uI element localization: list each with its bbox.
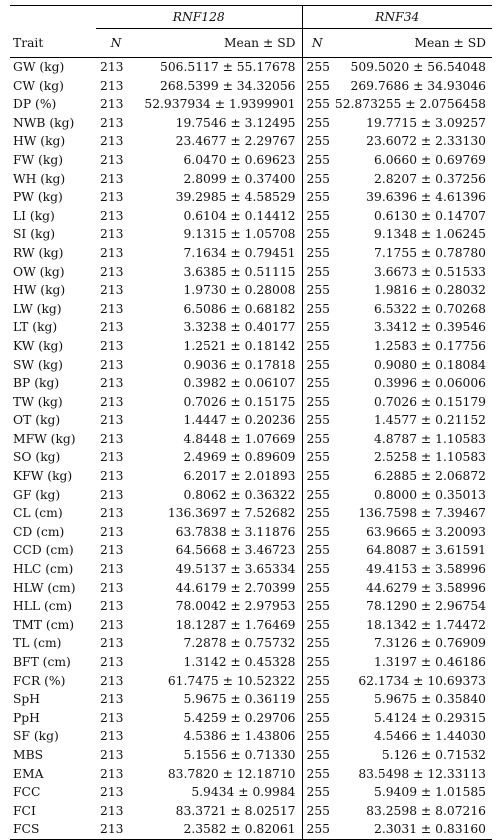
trait-statistics-table [10,6,492,840]
table-row [10,597,492,616]
mean-rnf128-cell: 6.0470 ± 0.69623 [183,152,296,167]
table-row [10,114,492,133]
column-header-row [10,29,492,58]
mean-rnf34-cell: 83.2598 ± 8.07216 [366,803,486,818]
trait-cell: HW (kg) [13,134,66,149]
table-row [10,356,492,375]
mean-rnf128-cell: 78.0042 ± 2.97953 [175,599,296,614]
table-row [10,486,492,505]
col-header-n-rnf128: N [96,29,136,58]
table-row [10,504,492,523]
n-rnf34-cell: 255 [302,802,332,821]
n-rnf34-cell: 255 [302,95,332,114]
mean-rnf128-cell: 64.5668 ± 3.46723 [175,543,296,558]
mean-rnf128-cell: 9.1315 ± 1.05708 [183,227,296,242]
mean-rnf34-cell: 5.4124 ± 0.29315 [374,710,486,725]
mean-rnf128-cell: 5.1556 ± 0.71330 [183,747,296,762]
n-rnf128-cell: 213 [100,376,124,391]
n-rnf34-cell: 255 [302,225,332,244]
mean-rnf34-cell: 4.8787 ± 1.10583 [374,431,486,446]
mean-rnf128-cell: 49.5137 ± 3.65334 [175,562,296,577]
trait-cell: SI (kg) [13,227,56,242]
mean-rnf128-cell: 6.5086 ± 0.68182 [183,301,296,316]
n-rnf128-cell: 213 [100,190,124,205]
table-row [10,709,492,728]
trait-cell: HLL (cm) [13,599,73,614]
n-rnf128-cell: 213 [100,766,124,781]
trait-cell: HLC (cm) [13,562,74,577]
mean-rnf34-cell: 9.1348 ± 1.06245 [374,227,486,242]
n-rnf128-cell: 213 [100,785,124,800]
table-row [10,318,492,337]
trait-cell: LT (kg) [13,320,58,335]
n-rnf128-cell: 213 [100,487,124,502]
mean-rnf34-cell: 5.9409 ± 1.01585 [374,785,486,800]
n-rnf34-cell: 255 [302,58,332,77]
n-rnf34-cell: 255 [302,263,332,282]
n-rnf128-cell: 213 [100,655,124,669]
mean-rnf128-cell: 1.4447 ± 0.20236 [183,413,296,428]
n-rnf128-cell: 213 [100,208,124,223]
mean-rnf34-cell: 1.4577 ± 0.21152 [374,413,486,428]
n-rnf34-cell: 255 [302,783,332,802]
trait-cell: KFW (kg) [13,469,73,484]
mean-rnf34-cell: 2.3031 ± 0.83160 [332,820,492,839]
table-row [10,560,492,579]
mean-rnf34-cell: 6.0660 ± 0.69769 [374,152,486,167]
trait-cell: CW (kg) [13,78,64,93]
n-rnf34-cell: 255 [302,114,332,133]
n-rnf128-cell: 213 [100,301,124,316]
n-rnf128-cell: 213 [100,227,124,242]
table-row [10,132,492,151]
mean-rnf34-cell: 136.7598 ± 7.39467 [358,506,486,521]
n-rnf34-cell: 255 [302,170,332,189]
n-rnf34-cell: 255 [302,523,332,542]
n-rnf128-cell: 213 [100,245,124,260]
mean-rnf128-cell: 52.937934 ± 1.9399901 [144,97,296,112]
table-row [10,653,492,672]
table-row [10,393,492,412]
mean-rnf34-cell: 83.5498 ± 12.33113 [358,766,486,781]
n-rnf34-cell: 255 [302,765,332,784]
table-body [10,58,492,840]
n-rnf34-cell: 255 [302,672,332,691]
table-row [10,467,492,486]
n-rnf128-cell: 213 [100,506,124,521]
n-rnf34-cell: 255 [302,486,332,505]
n-rnf128-cell: 213 [100,134,124,149]
n-rnf128-cell: 213 [100,78,124,93]
n-rnf128-cell: 213 [100,599,124,614]
mean-rnf128-cell: 44.6179 ± 2.70399 [175,580,296,595]
n-rnf128-cell: 213 [100,115,124,130]
n-rnf128-cell: 213 [100,692,124,707]
mean-rnf34-cell: 64.8087 ± 3.61591 [366,543,486,558]
trait-cell: HW (kg) [13,283,66,298]
table-row [10,281,492,300]
mean-rnf128-cell: 7.1634 ± 0.79451 [183,245,296,260]
table-row [10,207,492,226]
mean-rnf34-cell: 0.6130 ± 0.14707 [374,208,486,223]
mean-rnf128-cell: 0.9036 ± 0.17818 [183,357,296,372]
table-row [10,783,492,802]
table-row [10,430,492,449]
mean-rnf128-cell: 268.5399 ± 34.32056 [160,78,296,93]
n-rnf34-cell: 255 [302,374,332,393]
trait-cell: FCS [10,820,96,839]
mean-rnf34-cell: 5.126 ± 0.71532 [381,747,486,762]
mean-rnf34-cell: 0.8000 ± 0.35013 [374,487,486,502]
trait-cell: DP (%) [13,97,57,112]
mean-rnf34-cell: 4.5466 ± 1.44030 [374,729,486,744]
n-rnf34-cell: 255 [302,411,332,430]
n-rnf128-cell: 213 [100,543,124,558]
n-rnf34-cell: 255 [302,560,332,579]
mean-rnf34-cell: 269.7686 ± 34.93046 [350,78,486,93]
mean-rnf34-cell: 62.1734 ± 10.69373 [358,673,486,688]
table-row [10,244,492,263]
mean-rnf128-cell: 4.5386 ± 1.43806 [183,729,296,744]
table-row [10,337,492,356]
trait-cell: KW (kg) [13,338,64,353]
mean-rnf128-cell: 19.7546 ± 3.12495 [175,115,296,130]
group-header-row [10,6,492,29]
trait-cell: MBS [13,747,44,762]
n-rnf128-cell: 213 [100,431,124,446]
n-rnf128-cell: 213 [100,152,124,167]
table-row [10,77,492,96]
trait-cell: BFT (cm) [13,655,71,669]
table-row [10,523,492,542]
col-header-n-rnf34: N [302,29,332,58]
n-rnf34-cell: 255 [302,653,332,672]
mean-rnf34-cell: 6.2885 ± 2.06872 [374,469,486,484]
n-rnf128-cell: 213 [100,524,124,539]
n-rnf128-cell: 213 [100,617,124,632]
n-rnf128-cell: 213 [100,673,124,688]
n-rnf34-cell: 255 [302,467,332,486]
trait-cell: OT (kg) [13,413,61,428]
mean-rnf34-cell: 1.2583 ± 0.17756 [374,338,486,353]
col-header-trait: Trait [10,29,96,58]
trait-cell: TW (kg) [13,394,63,409]
trait-cell: RW (kg) [13,245,64,260]
mean-rnf128-cell: 5.4259 ± 0.29706 [183,710,296,725]
n-rnf128-cell: 213 [100,803,124,818]
mean-rnf34-cell: 7.1755 ± 0.78780 [374,245,486,260]
n-rnf128-cell: 213 [100,320,124,335]
mean-rnf34-cell: 3.3412 ± 0.39546 [374,320,486,335]
n-rnf128-cell: 213 [96,820,136,839]
trait-cell: LI (kg) [13,208,55,223]
mean-rnf128-cell: 2.8099 ± 0.37400 [183,171,296,186]
n-rnf34-cell: 255 [302,616,332,635]
group-header-rnf128: RNF128 [96,6,302,29]
table-row [10,263,492,282]
mean-rnf128-cell: 0.7026 ± 0.15175 [183,394,296,409]
n-rnf34-cell: 255 [302,541,332,560]
table-row [10,170,492,189]
table-row [10,727,492,746]
n-rnf34-cell: 255 [302,690,332,709]
mean-rnf34-cell: 0.9080 ± 0.18084 [374,357,486,372]
n-rnf34-cell: 255 [302,820,332,839]
mean-rnf128-cell: 506.5117 ± 55.17678 [160,60,296,74]
table-row [10,690,492,709]
mean-rnf128-cell: 0.8062 ± 0.36322 [183,487,296,502]
trait-cell: GW (kg) [13,60,65,74]
table-row [10,151,492,170]
trait-cell: GF (kg) [13,487,61,502]
mean-rnf34-cell: 1.9816 ± 0.28032 [374,283,486,298]
mean-rnf34-cell: 5.9675 ± 0.35840 [374,692,486,707]
mean-rnf34-cell: 39.6396 ± 4.61396 [366,190,486,205]
table-row [10,616,492,635]
table-row [10,765,492,784]
n-rnf34-cell: 255 [302,356,332,375]
n-rnf34-cell: 255 [302,430,332,449]
mean-rnf34-cell: 7.3126 ± 0.76909 [374,636,486,651]
trait-cell: MFW (kg) [13,431,76,446]
mean-rnf34-cell: 1.3197 ± 0.46186 [374,655,486,669]
mean-rnf128-cell: 1.2521 ± 0.18142 [183,338,296,353]
mean-rnf34-cell: 52.873255 ± 2.0756458 [334,97,486,112]
mean-rnf34-cell: 63.9665 ± 3.20093 [366,524,486,539]
n-rnf34-cell: 255 [302,132,332,151]
mean-rnf128-cell: 3.6385 ± 0.51115 [183,264,296,279]
trait-cell: BP (kg) [13,376,60,391]
n-rnf128-cell: 213 [100,469,124,484]
trait-cell: HLW (cm) [13,580,76,595]
mean-rnf34-cell: 78.1290 ± 2.96754 [366,599,486,614]
trait-cell: FCR (%) [13,673,66,688]
trait-cell: NWB (kg) [13,115,75,130]
mean-rnf128-cell: 136.3697 ± 7.52682 [167,506,296,521]
mean-rnf128-cell: 4.8448 ± 1.07669 [183,431,296,446]
n-rnf128-cell: 213 [100,171,124,186]
n-rnf34-cell: 255 [302,727,332,746]
col-header-mean-rnf128: Mean ± SD [136,29,302,58]
mean-rnf128-cell: 63.7838 ± 3.11876 [175,524,296,539]
mean-rnf128-cell: 2.4969 ± 0.89609 [183,450,296,465]
group-header-rnf34: RNF34 [302,6,492,29]
mean-rnf34-cell: 49.4153 ± 3.58996 [366,562,486,577]
n-rnf34-cell: 255 [302,77,332,96]
trait-cell: LW (kg) [13,301,62,316]
mean-rnf128-cell: 0.3982 ± 0.06107 [183,376,296,391]
mean-rnf34-cell: 2.5258 ± 1.10583 [374,450,486,465]
trait-cell: PpH [13,710,40,725]
n-rnf34-cell: 255 [302,746,332,765]
n-rnf128-cell: 213 [100,450,124,465]
n-rnf34-cell: 255 [302,244,332,263]
trait-cell: SO (kg) [13,450,61,465]
n-rnf128-cell: 213 [100,747,124,762]
n-rnf34-cell: 255 [302,207,332,226]
mean-rnf128-cell: 5.9675 ± 0.36119 [183,692,296,707]
n-rnf34-cell: 255 [302,393,332,412]
trait-cell: TL (cm) [13,636,62,651]
n-rnf34-cell: 255 [302,579,332,598]
n-rnf34-cell: 255 [302,281,332,300]
mean-rnf34-cell: 0.3996 ± 0.06006 [374,376,486,391]
n-rnf34-cell: 255 [302,151,332,170]
mean-rnf128-cell: 6.2017 ± 2.01893 [183,469,296,484]
n-rnf128-cell: 213 [100,264,124,279]
n-rnf128-cell: 213 [100,60,124,74]
mean-rnf128-cell: 83.3721 ± 8.02517 [175,803,296,818]
table-row [10,300,492,319]
trait-cell: OW (kg) [13,264,65,279]
mean-rnf34-cell: 18.1342 ± 1.74472 [366,617,486,632]
trait-cell: FCI [13,803,36,818]
trait-cell: SpH [13,692,41,707]
table-row [10,188,492,207]
n-rnf128-cell: 213 [100,283,124,298]
mean-rnf34-cell: 19.7715 ± 3.09257 [366,115,486,130]
mean-rnf128-cell: 39.2985 ± 4.58529 [175,190,296,205]
col-header-mean-rnf34: Mean ± SD [332,29,492,58]
n-rnf128-cell: 213 [100,394,124,409]
n-rnf34-cell: 255 [302,188,332,207]
trait-cell: TMT (cm) [13,617,75,632]
mean-rnf34-cell: 509.5020 ± 56.54048 [350,60,486,74]
table-row [10,579,492,598]
trait-cell: EMA [13,766,44,781]
n-rnf128-cell: 213 [100,562,124,577]
n-rnf34-cell: 255 [302,318,332,337]
n-rnf34-cell: 255 [302,448,332,467]
n-rnf128-cell: 213 [100,413,124,428]
n-rnf128-cell: 213 [100,97,124,112]
trait-cell: CD (cm) [13,524,65,539]
n-rnf128-cell: 213 [100,580,124,595]
n-rnf34-cell: 255 [302,300,332,319]
table-row [10,448,492,467]
n-rnf128-cell: 213 [100,710,124,725]
table-row [10,374,492,393]
trait-cell: CCD (cm) [13,543,74,558]
mean-rnf128-cell: 2.3582 ± 0.82061 [136,820,302,839]
trait-cell: WH (kg) [13,171,66,186]
mean-rnf128-cell: 3.3238 ± 0.40177 [183,320,296,335]
trait-cell: FCC [13,785,41,800]
n-rnf128-cell: 213 [100,338,124,353]
n-rnf34-cell: 255 [302,597,332,616]
n-rnf34-cell: 255 [302,337,332,356]
trait-cell: FW (kg) [13,152,63,167]
mean-rnf34-cell: 0.7026 ± 0.15179 [374,394,486,409]
mean-rnf34-cell: 2.8207 ± 0.37256 [374,171,486,186]
mean-rnf128-cell: 23.4677 ± 2.29767 [175,134,296,149]
trait-cell: PW (kg) [13,190,63,205]
table-row [10,634,492,653]
mean-rnf34-cell: 3.6673 ± 0.51533 [374,264,486,279]
n-rnf128-cell: 213 [100,636,124,651]
mean-rnf128-cell: 61.7475 ± 10.52322 [167,673,296,688]
table-row [10,58,492,77]
n-rnf34-cell: 255 [302,634,332,653]
n-rnf128-cell: 213 [100,729,124,744]
n-rnf34-cell: 255 [302,504,332,523]
table-row [10,802,492,821]
mean-rnf34-cell: 23.6072 ± 2.33130 [366,134,486,149]
trait-cell: SF (kg) [13,729,59,744]
mean-rnf128-cell: 0.6104 ± 0.14412 [183,208,296,223]
table-row [10,95,492,114]
trait-cell: SW (kg) [13,357,63,372]
mean-rnf34-cell: 44.6279 ± 3.58996 [366,580,486,595]
mean-rnf128-cell: 18.1287 ± 1.76469 [175,617,296,632]
mean-rnf128-cell: 83.7820 ± 12.18710 [167,766,296,781]
trait-cell: CL (cm) [13,506,63,521]
mean-rnf128-cell: 1.9730 ± 0.28008 [183,283,296,298]
mean-rnf128-cell: 5.9434 ± 0.9984 [191,785,296,800]
table-row [10,746,492,765]
table-row [10,820,492,839]
n-rnf34-cell: 255 [302,709,332,728]
table-row [10,225,492,244]
mean-rnf34-cell: 6.5322 ± 0.70268 [374,301,486,316]
table-row [10,411,492,430]
mean-rnf128-cell: 1.3142 ± 0.45328 [183,655,296,669]
mean-rnf128-cell: 7.2878 ± 0.75732 [183,636,296,651]
table-row [10,541,492,560]
table-row [10,672,492,691]
n-rnf128-cell: 213 [100,357,124,372]
